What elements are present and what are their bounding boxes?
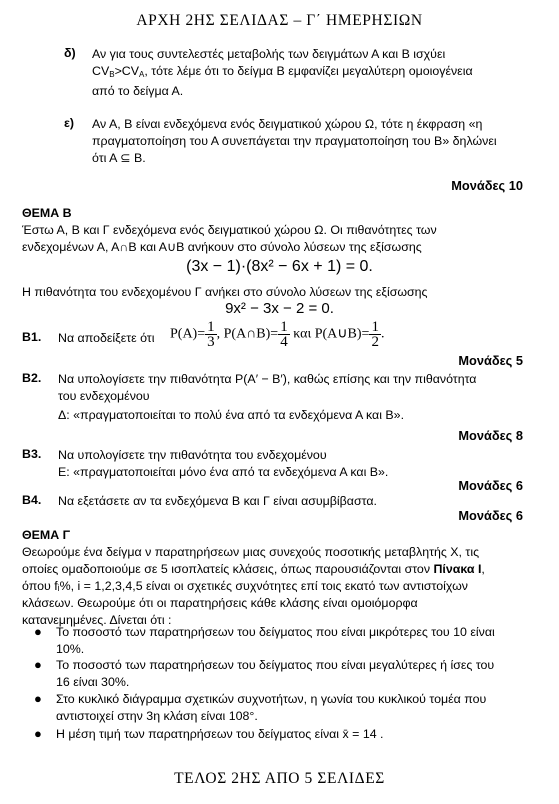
item-e-text [92, 116, 522, 167]
theme-b-intro [22, 222, 522, 256]
b3-text [58, 447, 523, 481]
theme-c-p2: οποίες ομαδοποιούμε σε 5 ισοπλατείς κλάσεις, όπως παρουσιάζονται στον Πίνακα Ι, [22, 562, 485, 576]
item-d-line3: από το δείγμα Α. [92, 84, 184, 98]
b2-text [58, 371, 523, 405]
b1-formula: P(A)= $\frac{1}{3}$ , P(A∩B)= $\frac{1}{4}$ και P(A∪B)= $\frac{1}{2}$ . [170, 319, 385, 350]
theme-c-table-ref: Πίνακα Ι [433, 562, 482, 576]
b2-label: Β2. [22, 371, 42, 385]
marks-a: Μονάδες 10 [451, 178, 523, 193]
theme-c-p3: όπου fᵢ%, i = 1,2,3,4,5 είναι οι σχετικές συχνότητες επί τοις εκατό των αντιστοίχων [22, 579, 468, 593]
bullet-2 [56, 657, 524, 691]
b3-line2: Ε: «πραγματοποιείται μόνο ένα από τα ενδεχόμενα Α και Β». [58, 465, 389, 479]
theme-c-p1: Θεωρούμε ένα δείγμα ν παρατηρήσεων μιας συνεχούς ποσοτικής μεταβλητής Χ, τις [22, 545, 480, 559]
bullet-3-line1: Στο κυκλικό διάγραμμα σχετικών συχνοτήτων, η γωνία του κυκλικού τομέα που [56, 692, 487, 706]
item-d-line1: Αν για τους συντελεστές μεταβολής των δειγμάτων Α και Β ισχύει [92, 47, 446, 61]
bullet-1-line2: 10%. [56, 642, 85, 656]
b3-marks: Μονάδες 6 [458, 478, 523, 493]
item-e-line3: ότι Α ⊆ Β. [92, 151, 146, 165]
theme-b-intro1: Έστω Α, Β και Γ ενδεχόμενα ενός δειγματικού χώρου Ω. Οι πιθανότητες των [22, 223, 437, 237]
theme-b-title: ΘΕΜΑ Β [22, 206, 72, 220]
b4-text: Να εξετάσετε αν τα ενδεχόμενα Β και Γ είναι ασυμβίβαστα. [58, 494, 377, 508]
theme-b-intro3: Η πιθανότητα του ενδεχομένου Γ ανήκει στο σύνολο λύσεων της εξίσωσης [22, 285, 428, 299]
theme-c-paragraph [22, 544, 524, 629]
item-e-label: ε) [64, 116, 75, 130]
theme-b-intro2: ενδεχομένων Α, Α∩Β και Α∪Β ανήκουν στο σύνολο λύσεων της εξίσωσης [22, 240, 422, 254]
equation-1: (3x − 1)·(8x² − 6x + 1) = 0. [186, 258, 373, 275]
bullet-2-line2: 16 είναι 30%. [56, 675, 130, 689]
item-d-line2-rest: , τότε λέμε ότι το δείγμα Β εμφανίζει μεγαλύτερη ομοιογένεια [144, 64, 473, 78]
theme-c-p2-text: οποίες ομαδοποιούμε σε 5 ισοπλατείς κλάσεις, όπως παρουσιάζονται στον [22, 562, 431, 576]
bullet-3 [56, 691, 524, 725]
b4-marks: Μονάδες 6 [458, 508, 523, 523]
b2-line1: Να υπολογίσετε την πιθανότητα P(Α′ − Β′), καθώς επίσης και την πιθανότητα [58, 372, 477, 386]
item-e-line2: πραγματοποίηση του Α συνεπάγεται την πραγματοποίηση του Β» δηλώνει [92, 134, 497, 148]
bullet-icon: ● [34, 691, 42, 706]
b4-label: Β4. [22, 493, 42, 507]
theme-c-title: ΘΕΜΑ Γ [22, 528, 71, 542]
item-d-line2: $CV_B>CV_A$, τότε λέμε ότι το δείγμα Β εμφανίζει μεγαλύτερη ομοιογένεια [92, 64, 473, 79]
b2-marks: Μονάδες 8 [458, 428, 523, 443]
b1-marks: Μονάδες 5 [458, 353, 523, 368]
item-d-label: δ) [64, 46, 76, 60]
bullet-icon: ● [34, 624, 42, 639]
page-footer: ΤΕΛΟΣ 2ΗΣ ΑΠΟ 5 ΣΕΛΙΔΕΣ [174, 770, 385, 787]
bullet-3-line2: αντιστοιχεί στην 3η κλάση είναι 108°. [56, 709, 258, 723]
b3-label: Β3. [22, 447, 42, 461]
bullet-4: Η μέση τιμή των παρατηρήσεων του δείγματος είναι x̄ = 14 . [56, 727, 384, 741]
b1-label: Β1. [22, 330, 42, 344]
theme-c-p5: κατανεμημένες. Δίνεται ότι : [22, 613, 172, 627]
bullet-2-line1: Το ποσοστό των παρατηρήσεων του δείγματος που είναι μεγαλύτερες ή ίσες του [56, 658, 495, 672]
theme-c-p4: κλάσεων. Θεωρούμε ότι οι παρατηρήσεις κάθε κλάσης είναι ομοιόμορφα [22, 596, 418, 610]
bullet-1 [56, 624, 524, 658]
b1-text: Να αποδείξετε ότι [58, 331, 155, 345]
bullet-icon: ● [34, 657, 42, 672]
item-e-line1: Αν Α, Β είναι ενδεχόμενα ενός δειγματικού χώρου Ω, τότε η έκφραση «η [92, 117, 483, 131]
b2-line3: Δ: «πραγματοποιείται το πολύ ένα από τα ενδεχόμενα Α και Β». [58, 408, 405, 422]
bullet-1-line1: Το ποσοστό των παρατηρήσεων του δείγματος που είναι μικρότερες του 10 είναι [56, 625, 495, 639]
b2-line2: του ενδεχομένου [58, 389, 150, 403]
page-header: ΑΡΧΗ 2ΗΣ ΣΕΛΙΔΑΣ – Γ΄ ΗΜΕΡΗΣΙΩΝ [136, 12, 423, 29]
equation-2: 9x² − 3x − 2 = 0. [225, 300, 334, 317]
item-d-text [92, 46, 522, 100]
b3-line1: Να υπολογίσετε την πιθανότητα του ενδεχομένου [58, 448, 327, 462]
bullet-icon: ● [34, 726, 42, 741]
